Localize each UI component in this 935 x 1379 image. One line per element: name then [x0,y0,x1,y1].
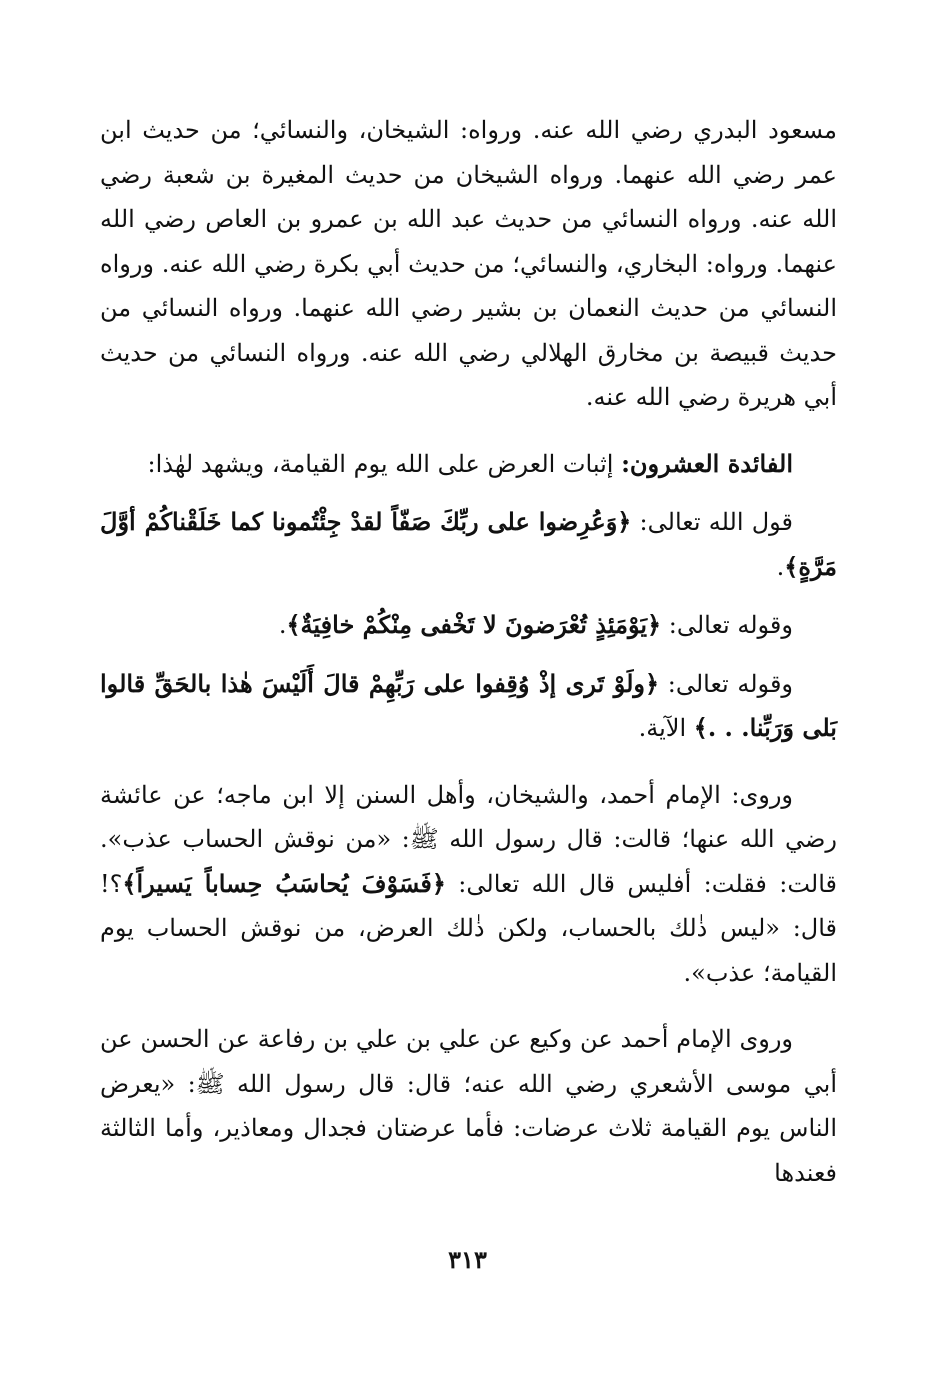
paragraph-abu-musa-hadith: وروى الإمام أحمد عن وكيع عن علي بن علي بن رفاعة عن الحسن عن أبي موسى الأشعري رضي الله عنه؛ قال: قال رسول الله ﷺ: «يعرض الناس يوم القيامة ثلاث عرضات: فأما عرضتان فجدال ومعاذير، وأما الثالثة فعندها [100,1025,837,1187]
quran-verse: ﴿وَعُرِضوا على ربِّكَ صَفّاً لقدْ جِئْتُمونا كما خَلَقْناكُمْ أوَّلَ مَرَّةٍ﴾ [100,507,837,581]
verse-lead: قول الله تعالى: [631,508,794,536]
paragraph-aisha-hadith [100,773,837,996]
paragraph-verse-1 [100,500,837,589]
paragraph-verse-2 [100,603,837,648]
quran-verse: ﴿فَسَوْفَ يُحاسَبُ حِساباً يَسيراً﴾ [122,868,446,898]
verse-lead: وقوله تعالى: [661,611,793,639]
paragraph-verse-3 [100,662,837,751]
page-number: ٣١٣ [448,1245,487,1274]
benefit-text: إثبات العرض على الله يوم القيامة، ويشهد لهٰذا: [147,449,622,478]
quran-verse: ﴿ولَوْ تَرى إذْ وُقِفوا على رَبِّهِمْ قالَ أَلَيْسَ هٰذا بالحَقِّ قالوا بَلى وَرَبِّنا. . .﴾ [100,668,837,742]
paragraph-benefit-twenty [100,442,837,487]
verse-end: . [278,611,287,639]
verse-end: . [776,552,785,581]
paragraph-hadith-narrations: مسعود البدري رضي الله عنه. ورواه: الشيخان، والنسائي؛ من حديث ابن عمر رضي الله عنهما. ورواه الشيخان من حديث المغيرة بن شعبة رضي الله عنه. ورواه النسائي من حديث عبد الله بن عمرو بن العاص رضي الله عنهما. ورواه: البخاري، والنسائي؛ من حديث أبي بكرة رضي الله عنه. ورواه النسائي من حديث النعمان بن بشير رضي الله عنهما. ورواه النسائي من حديث قبيصة بن مخارق الهلالي رضي الله عنه. ورواه النسائي من حديث أبي هريرة رضي الله عنه. [100,116,837,411]
verse-end: الآية. [638,714,694,742]
quran-verse: ﴿يَوْمَئِذٍ تُعْرَضونَ لا تَخْفى مِنْكُمْ خافِيَةٌ﴾ [286,610,662,639]
hadith-text: ؟! قال: «ليس ذٰلك بالحساب، ولكن ذٰلك العرض، من نوقش الحساب يوم القيامة؛ عذب». [100,869,837,987]
benefit-heading: الفائدة العشرون: [621,448,793,478]
page-body [100,108,837,1195]
hadith-text: وروى: الإمام أحمد، والشيخان، وأهل السنن إلا ابن ماجه؛ عن عائشة رضي الله عنها؛ قالت: قال رسول الله ﷺ: «من نوقش الحساب عذب». قالت: فقلت: أفليس قال الله تعالى: [100,780,837,898]
verse-lead: وقوله تعالى: [659,669,794,698]
